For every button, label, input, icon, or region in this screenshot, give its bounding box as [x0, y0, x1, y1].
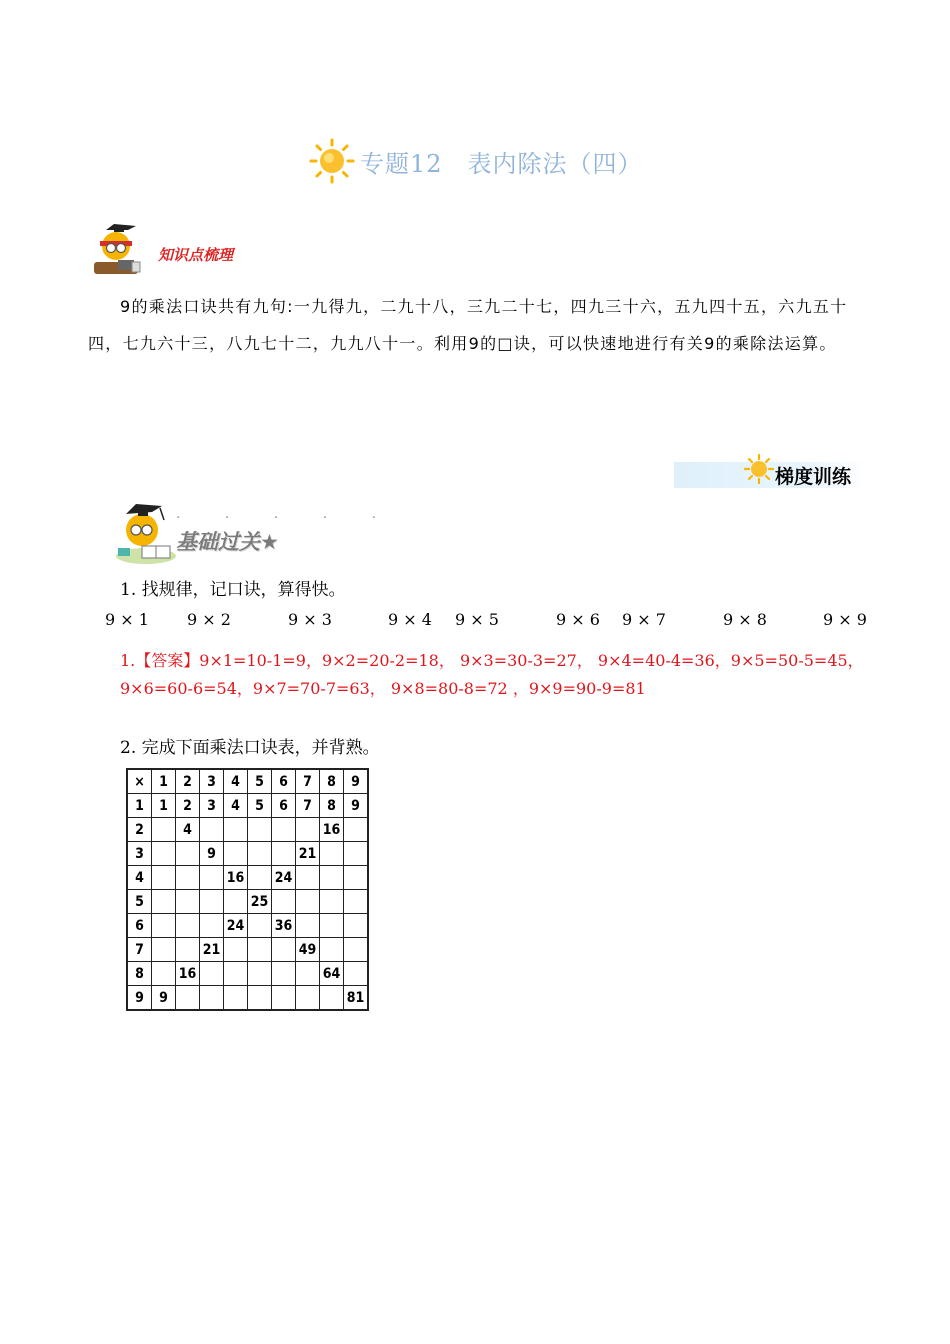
table-header-cell: 8 [127, 962, 152, 986]
table-cell: 5 [248, 794, 272, 818]
table-header-cell: 3 [127, 842, 152, 866]
table-cell: 9 [344, 794, 369, 818]
table-cell [152, 938, 176, 962]
table-cell [344, 938, 369, 962]
table-row [127, 818, 368, 842]
table-row [127, 986, 368, 1011]
table-cell [296, 818, 320, 842]
table-header-cell: 6 [272, 769, 296, 794]
table-row [127, 794, 368, 818]
table-header-cell: 8 [320, 769, 344, 794]
table-cell [176, 842, 200, 866]
table-cell [176, 914, 200, 938]
expression: 9 × 3 [288, 610, 332, 629]
table-cell: 6 [272, 794, 296, 818]
question-1-answer: 1.【答案】9×1=10-1=9，9×2=20-2=18， 9×3=30-3=27， 9×4=40-4=36，9×5=50-5=45， 9×6=60-6=54，9×7=70-7=63， 9×8=80-8=72 ，9×9=90-9=81 [120, 651, 864, 698]
expression: 9 × 7 [622, 610, 666, 629]
basic-section-label: 基础过关★ [176, 530, 279, 554]
table-header-cell: 2 [127, 818, 152, 842]
table-cell: 2 [176, 794, 200, 818]
table-cell [152, 914, 176, 938]
table-header-cell: 6 [127, 914, 152, 938]
table-cell [152, 890, 176, 914]
table-cell [296, 890, 320, 914]
table-cell [200, 818, 224, 842]
table-cell [200, 866, 224, 890]
table-cell [320, 986, 344, 1011]
table-cell [200, 890, 224, 914]
table-cell [224, 938, 248, 962]
table-header-cell: 5 [127, 890, 152, 914]
expression: 9 × 2 [187, 610, 231, 629]
table-cell [344, 890, 369, 914]
table-header-cell: 7 [296, 769, 320, 794]
sun-icon [309, 138, 355, 184]
table-cell: 4 [224, 794, 248, 818]
table-header-cell: 9 [344, 769, 369, 794]
table-cell [200, 986, 224, 1011]
table-cell: 16 [176, 962, 200, 986]
table-cell: 3 [200, 794, 224, 818]
knowledge-paragraph: 9的乘法口诀共有九句:一九得九，二九十八，三九二十七，四九三十六，五九四十五，六九五十四，七九六十三，八九七十二，九九八十一。利用9的□诀，可以快速地进行有关9的乘除法运算。 [88, 297, 848, 353]
knowledge-section-label: 知识点梳理 [158, 246, 234, 264]
table-header-cell: 4 [127, 866, 152, 890]
table-cell [344, 962, 369, 986]
table-cell [152, 818, 176, 842]
sun-icon [744, 454, 774, 484]
page-title-row [0, 138, 950, 184]
table-cell [152, 866, 176, 890]
table-cell [152, 842, 176, 866]
table-row [127, 866, 368, 890]
table-header-cell: × [127, 769, 152, 794]
reading-mascot-icon [112, 500, 182, 568]
question-2-title: 2. 完成下面乘法口诀表，并背熟。 [120, 738, 380, 758]
table-cell: 25 [248, 890, 272, 914]
table-cell [344, 842, 369, 866]
page-title: 专题12 表内除法（四） [360, 150, 643, 178]
training-banner [674, 462, 868, 488]
table-cell: 4 [176, 818, 200, 842]
table-cell: 81 [344, 986, 369, 1011]
table-cell: 1 [152, 794, 176, 818]
table-row [127, 842, 368, 866]
table-cell: 36 [272, 914, 296, 938]
table-cell: 7 [296, 794, 320, 818]
expression: 9 × 8 [723, 610, 767, 629]
table-cell [272, 842, 296, 866]
table-cell [344, 914, 369, 938]
multiplication-table [126, 768, 369, 1011]
table-cell: 9 [152, 986, 176, 1011]
table-cell [248, 842, 272, 866]
table-cell [152, 962, 176, 986]
table-cell [248, 914, 272, 938]
table-cell [272, 962, 296, 986]
table-cell [224, 842, 248, 866]
table-row [127, 769, 368, 794]
expression: 9 × 1 [105, 610, 149, 629]
table-cell [272, 938, 296, 962]
table-cell [344, 866, 369, 890]
table-cell: 64 [320, 962, 344, 986]
table-row [127, 914, 368, 938]
table-cell: 9 [200, 842, 224, 866]
table-cell [176, 866, 200, 890]
table-cell [200, 914, 224, 938]
table-cell [176, 986, 200, 1011]
table-header-cell: 1 [152, 769, 176, 794]
table-row [127, 938, 368, 962]
table-cell [248, 962, 272, 986]
table-cell: 21 [200, 938, 224, 962]
student-mascot-icon [92, 222, 158, 280]
expression: 9 × 6 [556, 610, 600, 629]
table-cell: 24 [272, 866, 296, 890]
table-cell: 21 [296, 842, 320, 866]
table-header-cell: 2 [176, 769, 200, 794]
table-cell: 16 [224, 866, 248, 890]
table-row [127, 890, 368, 914]
table-cell [248, 938, 272, 962]
table-cell [224, 986, 248, 1011]
table-cell [296, 986, 320, 1011]
table-cell [272, 890, 296, 914]
table-cell [248, 818, 272, 842]
table-cell [176, 938, 200, 962]
expression: 9 × 4 [388, 610, 432, 629]
table-cell: 8 [320, 794, 344, 818]
table-header-cell: 7 [127, 938, 152, 962]
expression: 9 × 5 [455, 610, 499, 629]
expression: 9 × 9 [823, 610, 867, 629]
table-cell [272, 986, 296, 1011]
table-header-cell: 5 [248, 769, 272, 794]
question-1-title: 1. 找规律，记口诀，算得快。 [120, 580, 346, 600]
table-cell [320, 938, 344, 962]
training-label: 梯度训练 [775, 466, 852, 488]
table-cell [296, 866, 320, 890]
table-cell [320, 914, 344, 938]
table-header-cell: 3 [200, 769, 224, 794]
table-cell: 49 [296, 938, 320, 962]
table-cell [320, 866, 344, 890]
table-cell [344, 818, 369, 842]
table-row [127, 962, 368, 986]
table-cell [200, 962, 224, 986]
table-cell [176, 890, 200, 914]
decorative-dots: · · · · · [176, 510, 397, 526]
table-header-cell: 9 [127, 986, 152, 1011]
table-header-cell: 1 [127, 794, 152, 818]
table-cell [320, 842, 344, 866]
table-cell [272, 818, 296, 842]
table-cell [224, 818, 248, 842]
table-cell [248, 986, 272, 1011]
table-cell [320, 890, 344, 914]
table-cell [296, 962, 320, 986]
table-cell: 24 [224, 914, 248, 938]
table-cell [224, 962, 248, 986]
table-cell: 16 [320, 818, 344, 842]
table-cell [248, 866, 272, 890]
table-header-cell: 4 [224, 769, 248, 794]
table-cell [296, 914, 320, 938]
table-cell [224, 890, 248, 914]
